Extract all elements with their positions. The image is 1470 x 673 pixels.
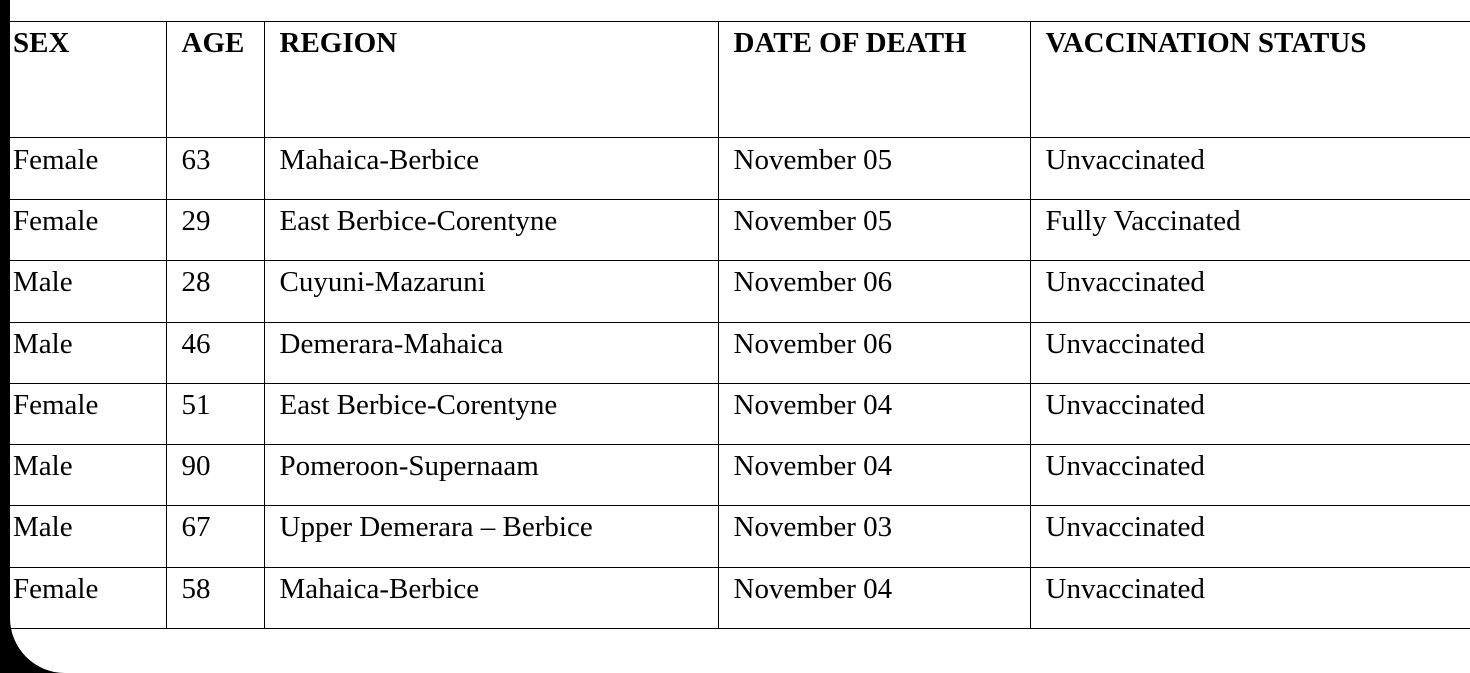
table-row	[10, 200, 1470, 261]
cell-sex: Female	[10, 383, 166, 444]
table-row	[10, 445, 1470, 506]
header-date-of-death: DATE OF DEATH	[718, 22, 1030, 138]
cell-region: Mahaica-Berbice	[264, 567, 718, 628]
cell-vaccination-status: Unvaccinated	[1030, 322, 1470, 383]
cell-age: 51	[166, 383, 264, 444]
cell-date-of-death: November 03	[718, 506, 1030, 567]
cell-sex: Male	[10, 261, 166, 322]
cell-age: 29	[166, 200, 264, 261]
cell-date-of-death: November 06	[718, 322, 1030, 383]
cell-age: 67	[166, 506, 264, 567]
cell-age: 90	[166, 445, 264, 506]
cell-sex: Male	[10, 506, 166, 567]
cell-sex: Female	[10, 200, 166, 261]
header-sex: SEX	[10, 22, 166, 138]
cell-vaccination-status: Unvaccinated	[1030, 445, 1470, 506]
cell-age: 58	[166, 567, 264, 628]
table-row	[10, 138, 1470, 200]
covid-deaths-table	[10, 21, 1470, 629]
header-vaccination-status: VACCINATION STATUS	[1030, 22, 1470, 138]
header-age: AGE	[166, 22, 264, 138]
header-region: REGION	[264, 22, 718, 138]
cell-region: Upper Demerara – Berbice	[264, 506, 718, 567]
cell-date-of-death: November 04	[718, 383, 1030, 444]
document-page	[10, 0, 1470, 673]
cell-date-of-death: November 04	[718, 567, 1030, 628]
cell-date-of-death: November 06	[718, 261, 1030, 322]
table-row	[10, 506, 1470, 567]
cell-age: 46	[166, 322, 264, 383]
cell-sex: Female	[10, 567, 166, 628]
table-row	[10, 322, 1470, 383]
cell-region: Demerara-Mahaica	[264, 322, 718, 383]
cell-region: East Berbice-Corentyne	[264, 200, 718, 261]
cell-sex: Female	[10, 138, 166, 200]
cell-sex: Male	[10, 445, 166, 506]
cell-vaccination-status: Unvaccinated	[1030, 506, 1470, 567]
cell-date-of-death: November 05	[718, 138, 1030, 200]
cell-vaccination-status: Unvaccinated	[1030, 138, 1470, 200]
table-row	[10, 261, 1470, 322]
cell-vaccination-status: Fully Vaccinated	[1030, 200, 1470, 261]
cell-region: Mahaica-Berbice	[264, 138, 718, 200]
cell-region: Pomeroon-Supernaam	[264, 445, 718, 506]
table-row	[10, 567, 1470, 628]
cell-age: 28	[166, 261, 264, 322]
cell-vaccination-status: Unvaccinated	[1030, 261, 1470, 322]
cell-age: 63	[166, 138, 264, 200]
table-row	[10, 383, 1470, 444]
table-body	[10, 138, 1470, 629]
cell-vaccination-status: Unvaccinated	[1030, 383, 1470, 444]
cell-region: Cuyuni-Mazaruni	[264, 261, 718, 322]
cell-region: East Berbice-Corentyne	[264, 383, 718, 444]
table-header-row	[10, 22, 1470, 138]
cell-date-of-death: November 05	[718, 200, 1030, 261]
cell-sex: Male	[10, 322, 166, 383]
cell-vaccination-status: Unvaccinated	[1030, 567, 1470, 628]
cell-date-of-death: November 04	[718, 445, 1030, 506]
